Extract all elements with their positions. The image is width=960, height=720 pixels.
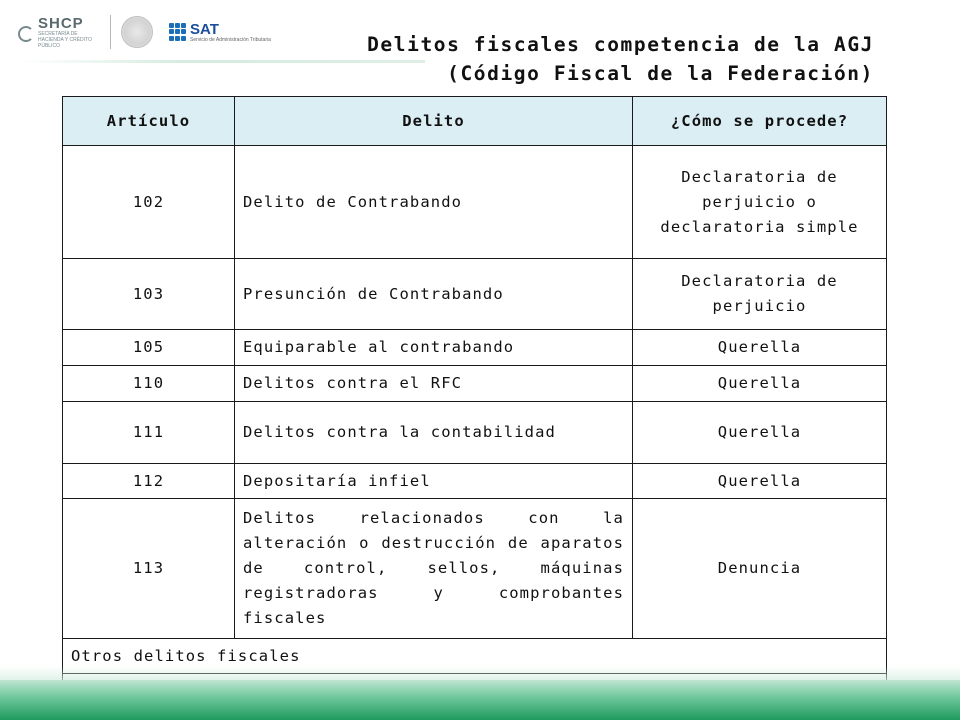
- cell-procede: Denuncia: [633, 499, 887, 639]
- sat-logo: [169, 22, 271, 43]
- shcp-emblem-icon: [18, 24, 34, 40]
- title-line-1: Delitos fiscales competencia de la AGJ: [367, 33, 874, 56]
- cell-articulo: 112: [63, 464, 235, 499]
- national-seal-icon: [121, 16, 153, 48]
- cell-procede: Declaratoria de perjuicio o declaratoria simple: [633, 146, 887, 259]
- shcp-logo: [18, 16, 98, 49]
- cell-delito: Delito de Contrabando: [235, 146, 633, 259]
- sat-logo-subtitle: Servicio de Administración Tributaria: [190, 36, 271, 43]
- table-row: [63, 499, 887, 639]
- table-row: [63, 464, 887, 499]
- sat-logo-text: SAT: [190, 20, 219, 38]
- cell-articulo: 102: [63, 146, 235, 259]
- cell-delito: Delitos relacionados con la alteración o destrucción de aparatos de control, sellos, máquinas registradoras y comprobantes fiscales: [235, 499, 633, 639]
- shcp-logo-text: SHCP: [38, 14, 84, 32]
- cell-articulo: 103: [63, 259, 235, 330]
- table-row: [63, 146, 887, 259]
- offenses-table: [62, 96, 887, 709]
- cell-procede: Declaratoria de perjuicio: [633, 259, 887, 330]
- title-line-2: (Código Fiscal de la Federación): [447, 62, 874, 85]
- cell-delito: Depositaría infiel: [235, 464, 633, 499]
- table-row: [63, 330, 887, 366]
- header-procede: ¿Cómo se procede?: [633, 97, 887, 146]
- table-row: [63, 402, 887, 464]
- table-header-row: [63, 97, 887, 146]
- shcp-logo-subtitle: SECRETARÍA DE HACIENDA Y CRÉDITO PÚBLICO: [38, 30, 92, 49]
- cell-articulo: 111: [63, 402, 235, 464]
- cell-procede: Querella: [633, 366, 887, 402]
- header-logos: [18, 12, 271, 52]
- cell-articulo: 105: [63, 330, 235, 366]
- cell-articulo: 110: [63, 366, 235, 402]
- sat-emblem-icon: [169, 23, 187, 41]
- table-row: [63, 366, 887, 402]
- cell-delito: Equiparable al contrabando: [235, 330, 633, 366]
- cell-delito: Delitos contra la contabilidad: [235, 402, 633, 464]
- cell-delito: Delitos contra el RFC: [235, 366, 633, 402]
- cell-procede: Querella: [633, 330, 887, 366]
- cell-procede: Querella: [633, 464, 887, 499]
- header-articulo: Artículo: [63, 97, 235, 146]
- title-underline: [20, 60, 425, 63]
- cell-otros-fiscales: Otros delitos fiscales: [63, 639, 887, 674]
- footer-green-band: [0, 680, 960, 720]
- cell-delito: Presunción de Contrabando: [235, 259, 633, 330]
- logo-divider: [110, 15, 111, 49]
- page-title: [367, 30, 874, 88]
- table-row: [63, 259, 887, 330]
- header-delito: Delito: [235, 97, 633, 146]
- cell-procede: Querella: [633, 402, 887, 464]
- cell-articulo: 113: [63, 499, 235, 639]
